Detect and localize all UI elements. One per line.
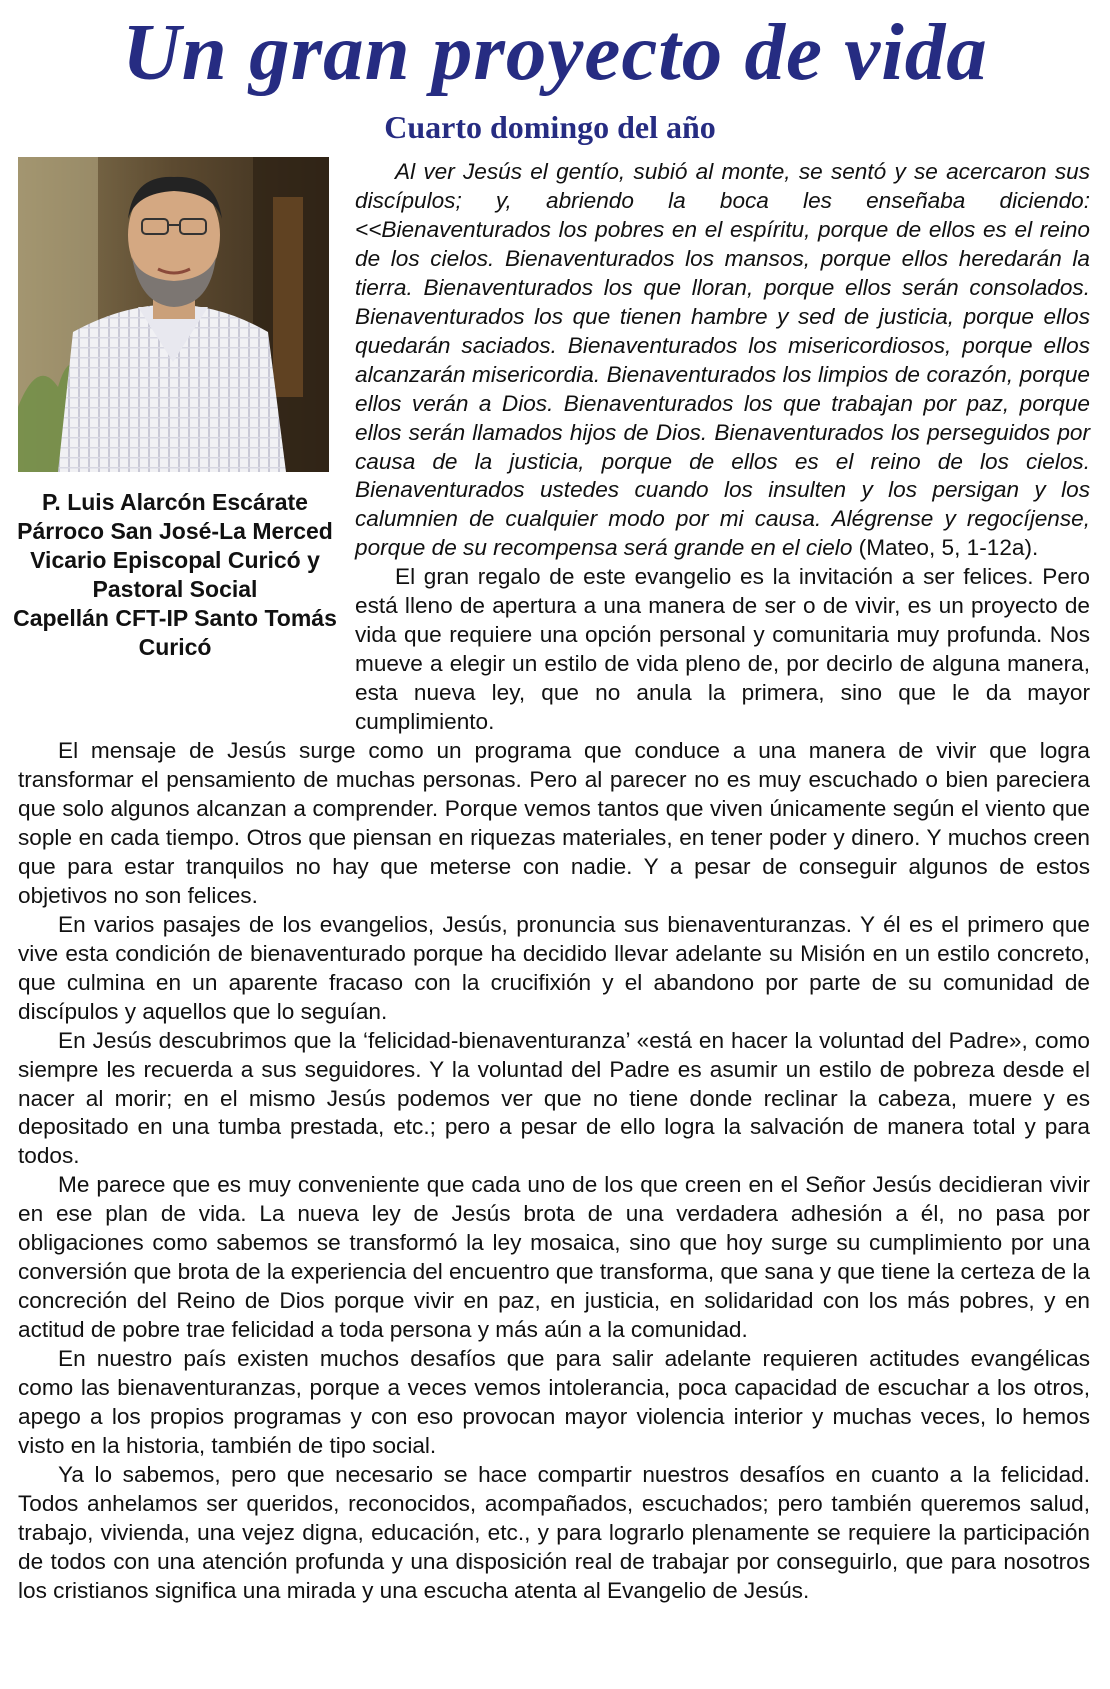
body-paragraph-7: Ya lo sabemos, pero que necesario se hace compartir nuestros desafíos en cuanto a la felicidad. Todos anhelamos ser queridos, reconocidos, acompañados, escuchados; pero también queremos salud, trabajo, vivienda, una vejez digna, educación, etc., y para lograrlo plenamente se requiere la participación de todos con una atención profunda y una disposición real de trabajar por conseguirlo, que para nosotros los cristianos significa una mirada y una escucha atenta al Evangelio de Jesús. bbox=[18, 1461, 1090, 1603]
body-paragraph-2: El mensaje de Jesús surge como un programa que conduce a una manera de vivir que logra transformar el pensamiento de muchas personas. Pero al parecer no es muy escuchado o bien pareciera que solo algunos alcanzan a comprender. Porque vemos tantos que viven únicamente según el viento que sople en cada tiempo. Otros que piensan en riquezas materiales, en tener poder y dinero. Y muchos creen que para estar tranquilos no hay que meterse con nadie. Y a pesar de conseguir algunos de estos objetivos no son felices. bbox=[18, 738, 1090, 908]
body-paragraph-5: Me parece que es muy conveniente que cada uno de los que creen en el Señor Jesús decidieran vivir en ese plan de vida. La nueva ley de Jesús brota de una verdadera adhesión a él, no pasa por obligaciones como sabemos se transformó la ley mosaica, sino que hoy surge su cumplimiento por una conversión que brota de la experiencia del encuentro que transforma, que sana y que tiene la certeza de la concreción del Reino de Dios porque vivir en paz, en justicia, en solidaridad con los más pobres, y en actitud de pobre trae felicidad a toda persona y más aún a la comunidad. bbox=[18, 1172, 1090, 1343]
author-role-parish: Párroco San José-La Merced bbox=[17, 518, 333, 544]
body-paragraph-1: El gran regalo de este evangelio es la invitación a ser felices. Pero está lleno de apertura a una manera de ser o de vivir, es un proyecto de vida que requiere una opción personal y comunitaria muy profunda. Nos mueve a elegir un estilo de vida pleno de, por decirlo de alguna manera, esta nueva ley, que no anula la primera, sino que le da mayor cumplimiento. bbox=[355, 564, 1090, 735]
author-name: P. Luis Alarcón Escárate bbox=[42, 489, 308, 515]
body-paragraph-3: En varios pasajes de los evangelios, Jesús, pronuncia sus bienaventuranzas. Y él es el primero que vive esta condición de bienaventurado porque ha decidido llevar adelante su Misión en un estilo concreto, que culmina en un aparente fracaso con la crucifixión y el abandono por parte de su comunidad de discípulos y aquellos que lo seguían. bbox=[18, 911, 1090, 1024]
body-paragraph-4: En Jesús descubrimos que la ‘felicidad-bienaventuranza’ «está en hacer la voluntad del Padre», como siempre les recuerda a sus seguidores. Y la voluntad del Padre es asumir un estilo de pobreza desde el nacer al morir; en el mismo Jesús podemos ver que no tiene donde reclinar la cabeza, muere y es depositado en una tumba prestada, etc.; pero a pesar de ello logra la salvación de manera total y para todos. bbox=[18, 1027, 1090, 1169]
body-paragraph-6: En nuestro país existen muchos desafíos que para salir adelante requieren actitudes evangélicas como las bienaventuranzas, porque a veces vemos intolerancia, poca capacidad de escuchar a los otros, apego a los propios programas y con eso provocan mayor violencia interior y muchas veces, lo hemos visto en la historia, también de tipo social. bbox=[18, 1346, 1090, 1458]
author-role-chaplain: Capellán CFT-IP Santo Tomás Curicó bbox=[13, 605, 337, 660]
photo-spacer bbox=[18, 158, 355, 714]
gospel-quote: Al ver Jesús el gentío, subió al monte, se sentó y se acercaron sus discípulos; y, abriendo la boca les enseñaba diciendo: <<Bienaventurados los pobres en el espíritu, porque de ellos es el reino de los cielos. Bienaventurados los mansos, porque ellos heredarán la tierra. Bienaventurados los que lloran, porque ellos serán consolados. Bienaventurados los que tienen hambre y sed de justicia, porque ellos quedarán saciados. Bienaventurados los misericordiosos, porque ellos alcanzarán misericordia. Bienaventurados los limpios de corazón, porque ellos verán a Dios. Bienaventurados los que trabajan por paz, porque ellos serán llamados hijos de Dios. Bienaventurados los perseguidos por causa de la justicia, porque de ellos es el reino de los cielos. Bienaventurados ustedes cuando los insulten y los persigan y los calumnien de cualquier modo por mi causa. Alégrense y regocíjense, porque de su recompensa será grande en el cielo bbox=[355, 159, 1090, 561]
article-body bbox=[18, 158, 1090, 1606]
gospel-citation: (Mateo, 5, 1-12a). bbox=[852, 535, 1039, 561]
author-role-vicar: Vicario Episcopal Curicó y Pastoral Social bbox=[30, 547, 320, 602]
article-title: Un gran proyecto de vida bbox=[122, 7, 988, 97]
article-subtitle: Cuarto domingo del año bbox=[384, 109, 716, 145]
